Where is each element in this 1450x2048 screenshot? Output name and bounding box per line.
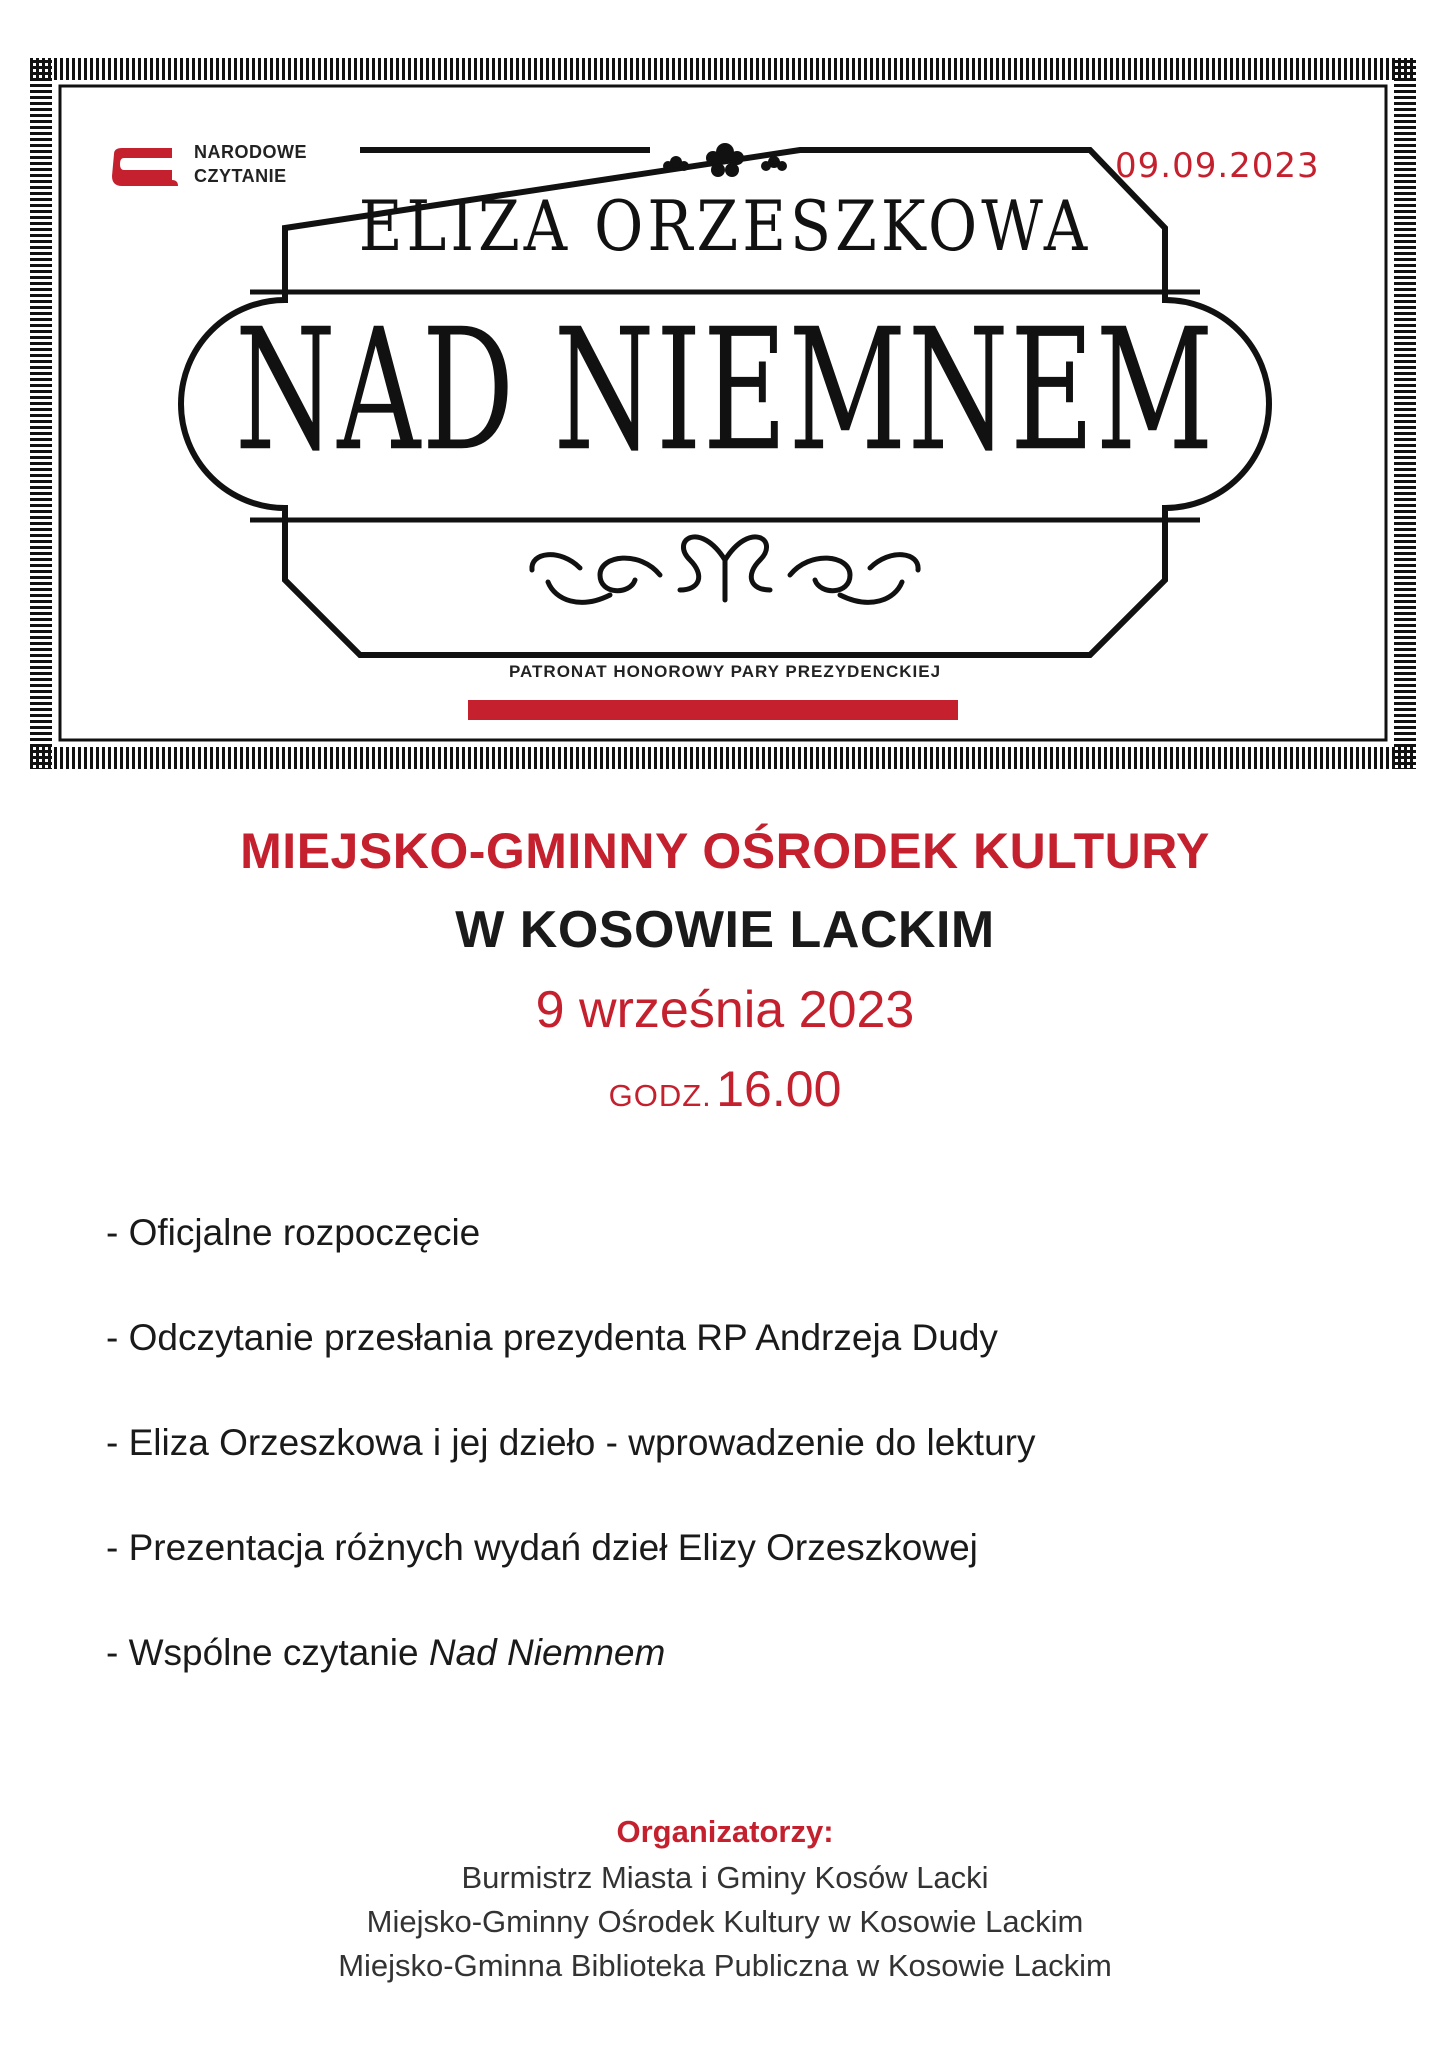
venue-location: W KOSOWIE LACKIM bbox=[455, 901, 995, 959]
book-title: NAD NIEMNEM bbox=[234, 291, 1216, 489]
program-item: - Oficjalne rozpoczęcie bbox=[106, 1212, 481, 1253]
time-value: 16.00 bbox=[716, 1061, 842, 1117]
event-time bbox=[0, 1060, 1450, 1118]
patronage-red-bar bbox=[468, 700, 958, 720]
flower-ornament bbox=[663, 143, 787, 177]
scroll-ornament bbox=[532, 537, 918, 602]
program-item: - Odczytanie przesłania prezydenta RP Andrzeja Dudy bbox=[106, 1317, 998, 1358]
event-date: 9 września 2023 bbox=[535, 981, 915, 1039]
patronage-text: PATRONAT HONOROWY PARY PREZYDENCKIEJ bbox=[508, 662, 942, 681]
organizers-list bbox=[0, 1856, 1450, 1988]
organizers-heading: Organizatorzy: bbox=[616, 1814, 834, 1849]
program-item-prefix: - Wspólne czytanie bbox=[106, 1632, 429, 1673]
logo-line-2: CZYTANIE bbox=[194, 166, 287, 186]
program-item: - Eliza Orzeszkowa i jej dzieło - wprowadzenie do lektury bbox=[106, 1422, 1036, 1463]
book-logo-icon bbox=[108, 146, 182, 192]
organizer-item: Burmistrz Miasta i Gminy Kosów Lacki bbox=[461, 1860, 989, 1895]
program-item: - Prezentacja różnych wydań dzieł Elizy Orzeszkowej bbox=[106, 1527, 978, 1568]
program-list bbox=[106, 1180, 1356, 1705]
author-name: ELIZA ORZESZKOWA bbox=[358, 186, 1092, 268]
time-label: GODZ. bbox=[608, 1078, 712, 1113]
logo-line-1: NARODOWE bbox=[194, 142, 307, 162]
logo-text bbox=[194, 140, 307, 188]
event-date-badge: 09.09.2023 bbox=[1115, 146, 1320, 186]
organizer-item: Miejsko-Gminna Biblioteka Publiczna w Kosowie Lackim bbox=[338, 1948, 1112, 1983]
program-item-book-title: Nad Niemnem bbox=[428, 1632, 666, 1673]
venue-name: MIEJSKO-GMINNY OŚRODEK KULTURY bbox=[240, 823, 1210, 879]
program-item bbox=[106, 1600, 1356, 1705]
organizer-item: Miejsko-Gminny Ośrodek Kultury w Kosowie Lackim bbox=[366, 1904, 1084, 1939]
